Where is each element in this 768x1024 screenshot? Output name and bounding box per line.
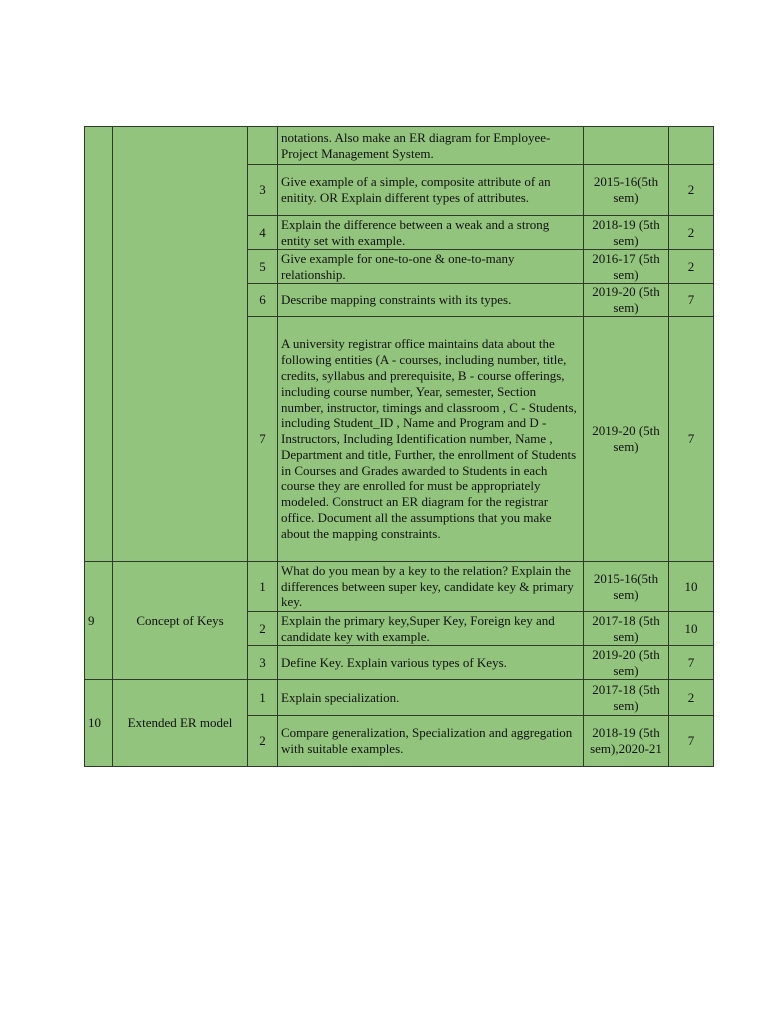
question-text: Explain the primary key,Super Key, Foreign key and candidate key with example. — [278, 612, 584, 646]
question-text: Give example for one-to-one & one-to-many relationship. — [278, 250, 584, 284]
question-number: 4 — [248, 216, 278, 250]
question-text: What do you mean by a key to the relation? Explain the differences between super key, candidate key & primary key. — [278, 562, 584, 612]
question-number: 6 — [248, 284, 278, 317]
exam-year: 2015-16(5th sem) — [584, 165, 669, 216]
question-text: Give example of a simple, composite attribute of an enitity. OR Explain different types of attributes. — [278, 165, 584, 216]
question-text: Define Key. Explain various types of Keys. — [278, 646, 584, 680]
table-row — [85, 127, 714, 165]
chapter-topic: Concept of Keys — [113, 562, 248, 680]
question-number: 2 — [248, 716, 278, 767]
question-text: A university registrar office maintains data about the following entities (A - courses, including number, title, credits, syllabus and prerequisite, B - course offerings, including course number, Year, semester, Section number, instructor, timings and classroom , C - Students, including Student_ID , Name and Program and D - Instructors, Including Identification number, Name , Department and title, Further, the enrollment of Students in Courses and Grades awarded to Students in each course they are enrolled for must be appropriately modeled. Construct an ER diagram for the registrar office. Document all the assumptions that you make about the mapping constraints. — [278, 317, 584, 562]
marks: 10 — [669, 562, 714, 612]
exam-year: 2018-19 (5th sem),2020-21 — [584, 716, 669, 767]
marks: 2 — [669, 165, 714, 216]
exam-year: 2019-20 (5th sem) — [584, 646, 669, 680]
exam-year — [584, 127, 669, 165]
chapter-number: 9 — [85, 562, 113, 680]
question-number: 3 — [248, 165, 278, 216]
chapter-number: 10 — [85, 680, 113, 767]
exam-year: 2017-18 (5th sem) — [584, 680, 669, 716]
exam-year: 2018-19 (5th sem) — [584, 216, 669, 250]
marks: 7 — [669, 317, 714, 562]
marks: 2 — [669, 680, 714, 716]
question-number: 1 — [248, 680, 278, 716]
marks: 2 — [669, 250, 714, 284]
question-text: Explain specialization. — [278, 680, 584, 716]
marks: 7 — [669, 716, 714, 767]
exam-year: 2016-17 (5th sem) — [584, 250, 669, 284]
marks: 10 — [669, 612, 714, 646]
question-number: 7 — [248, 317, 278, 562]
marks: 2 — [669, 216, 714, 250]
chapter-topic: Extended ER model — [113, 680, 248, 767]
table-row — [85, 562, 714, 612]
question-number: 1 — [248, 562, 278, 612]
question-number: 5 — [248, 250, 278, 284]
question-text: Explain the difference between a weak and a strong entity set with example. — [278, 216, 584, 250]
exam-year: 2019-20 (5th sem) — [584, 317, 669, 562]
question-text: Describe mapping constraints with its types. — [278, 284, 584, 317]
question-number: 3 — [248, 646, 278, 680]
question-number — [248, 127, 278, 165]
exam-year: 2015-16(5th sem) — [584, 562, 669, 612]
table-row — [85, 680, 714, 716]
question-number: 2 — [248, 612, 278, 646]
chapter-topic-cell — [113, 127, 248, 562]
marks: 7 — [669, 284, 714, 317]
chapter-number-cell — [85, 127, 113, 562]
exam-year: 2019-20 (5th sem) — [584, 284, 669, 317]
questions-table — [84, 126, 714, 767]
marks: 7 — [669, 646, 714, 680]
exam-year: 2017-18 (5th sem) — [584, 612, 669, 646]
question-text: Compare generalization, Specialization and aggregation with suitable examples. — [278, 716, 584, 767]
question-text: notations. Also make an ER diagram for Employee-Project Management System. — [278, 127, 584, 165]
marks — [669, 127, 714, 165]
